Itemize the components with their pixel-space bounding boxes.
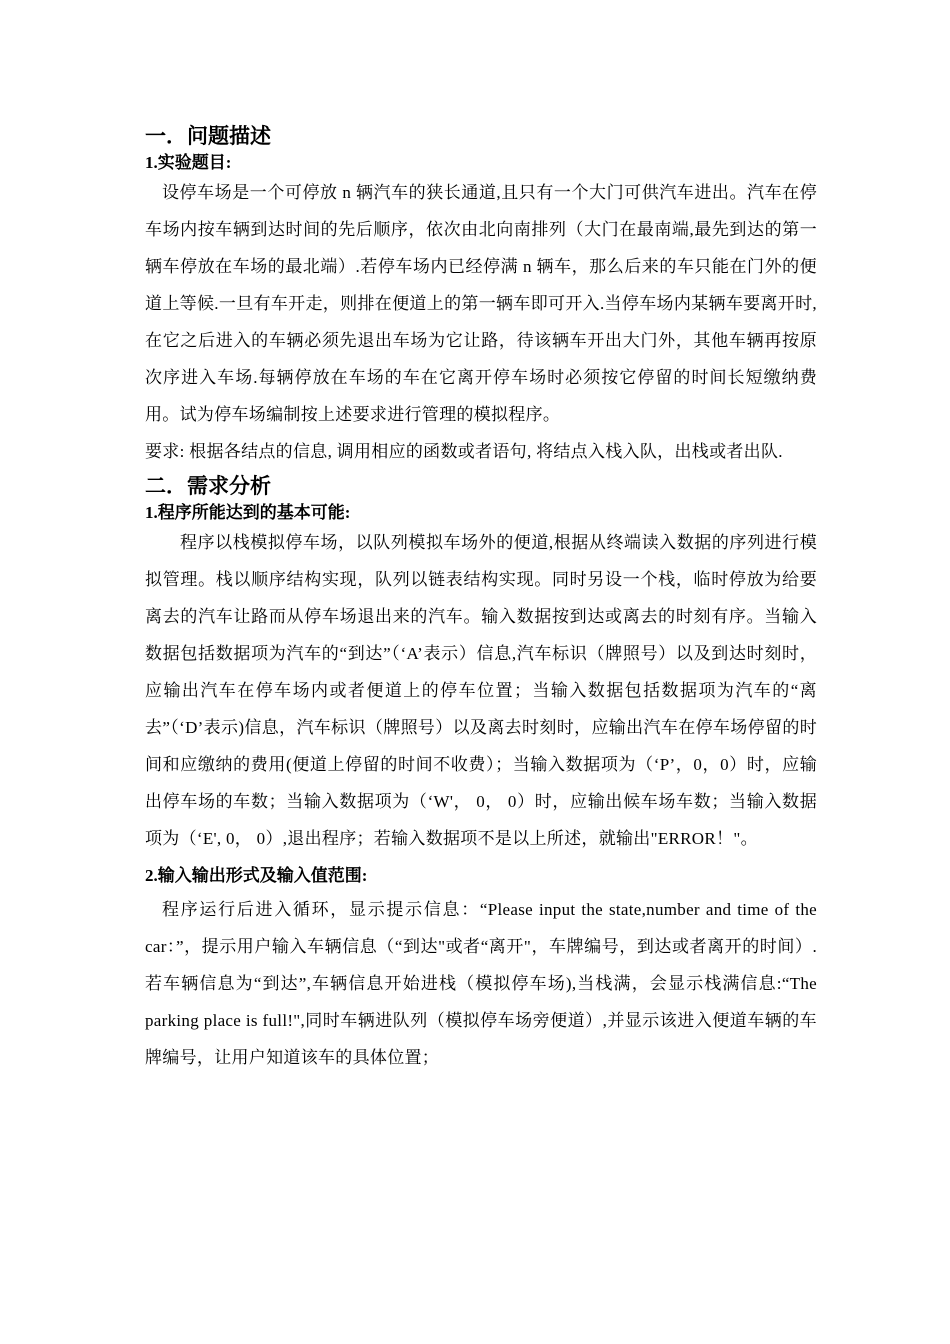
paragraph-io-description: 程序运行后进入循环，显示提示信息：“Please input the state,number and time of the car：”，提示用户输入车辆信息（“到达"或者“离开"，车牌编号，到达或者离开的时间）.若车辆信息为“到达”,车辆信息开始进栈（模拟停车场),当栈满，会显示栈满信息:“The parking place is full!",同时车辆进队列（模拟停车场旁便道）,并显示该进入便道车辆的车牌编号，让用户知道该车的具体位置；	[145, 900, 817, 1067]
section-heading-problem-description: 一．问题描述	[145, 124, 271, 148]
subheading-experiment-title: 1.实验题目:	[145, 153, 232, 172]
paragraph-requirement: 要求: 根据各结点的信息, 调用相应的函数或者语句, 将结点入栈入队，出栈或者出队.	[145, 442, 783, 461]
subheading-basic-functions: 1.程序所能达到的基本可能:	[145, 503, 351, 522]
paragraph-problem-statement: 设停车场是一个可停放 n 辆汽车的狭长通道,且只有一个大门可供汽车进出。汽车在停车场内按车辆到达时间的先后顺序，依次由北向南排列（大门在最南端,最先到达的第一辆车停放在车场的最北端）.若停车场内已经停满 n 辆车，那么后来的车只能在门外的便道上等候.一旦有车开走，则排在便道上的第一辆车即可开入.当停车场内某辆车要离开时,在它之后进入的车辆必须先退出车场为它让路，待该辆车开出大门外，其他车辆再按原次序进入车场.每辆停放在车场的车在它离开停车场时必须按它停留的时间长短缴纳费用。试为停车场编制按上述要求进行管理的模拟程序。	[145, 183, 817, 424]
document-body	[145, 120, 817, 1076]
section-heading-requirement-analysis: 二．需求分析	[145, 474, 271, 498]
paragraph-program-description: 程序以栈模拟停车场，以队列模拟车场外的便道,根据从终端读入数据的序列进行模拟管理。栈以顺序结构实现，队列以链表结构实现。同时另设一个栈，临时停放为给要离去的汽车让路而从停车场退出来的汽车。输入数据按到达或离去的时刻有序。当输入数据包括数据项为汽车的“到达”（‘A’表示）信息,汽车标识（牌照号）以及到达时刻时，应输出汽车在停车场内或者便道上的停车位置；当输入数据包括数据项为汽车的“离去”（‘D’表示)信息，汽车标识（牌照号）以及离去时刻时，应输出汽车在停车场停留的时间和应缴纳的费用(便道上停留的时间不收费）；当输入数据项为（‘P’，0，0）时，应输出停车场的车数；当输入数据项为（‘W'， 0， 0）时，应输出候车场车数；当输入数据项为（‘E', 0， 0）,退出程序；若输入数据项不是以上所述，就输出"ERROR！"。	[145, 533, 817, 848]
subheading-io-format: 2.输入输出形式及输入值范围:	[145, 866, 368, 885]
